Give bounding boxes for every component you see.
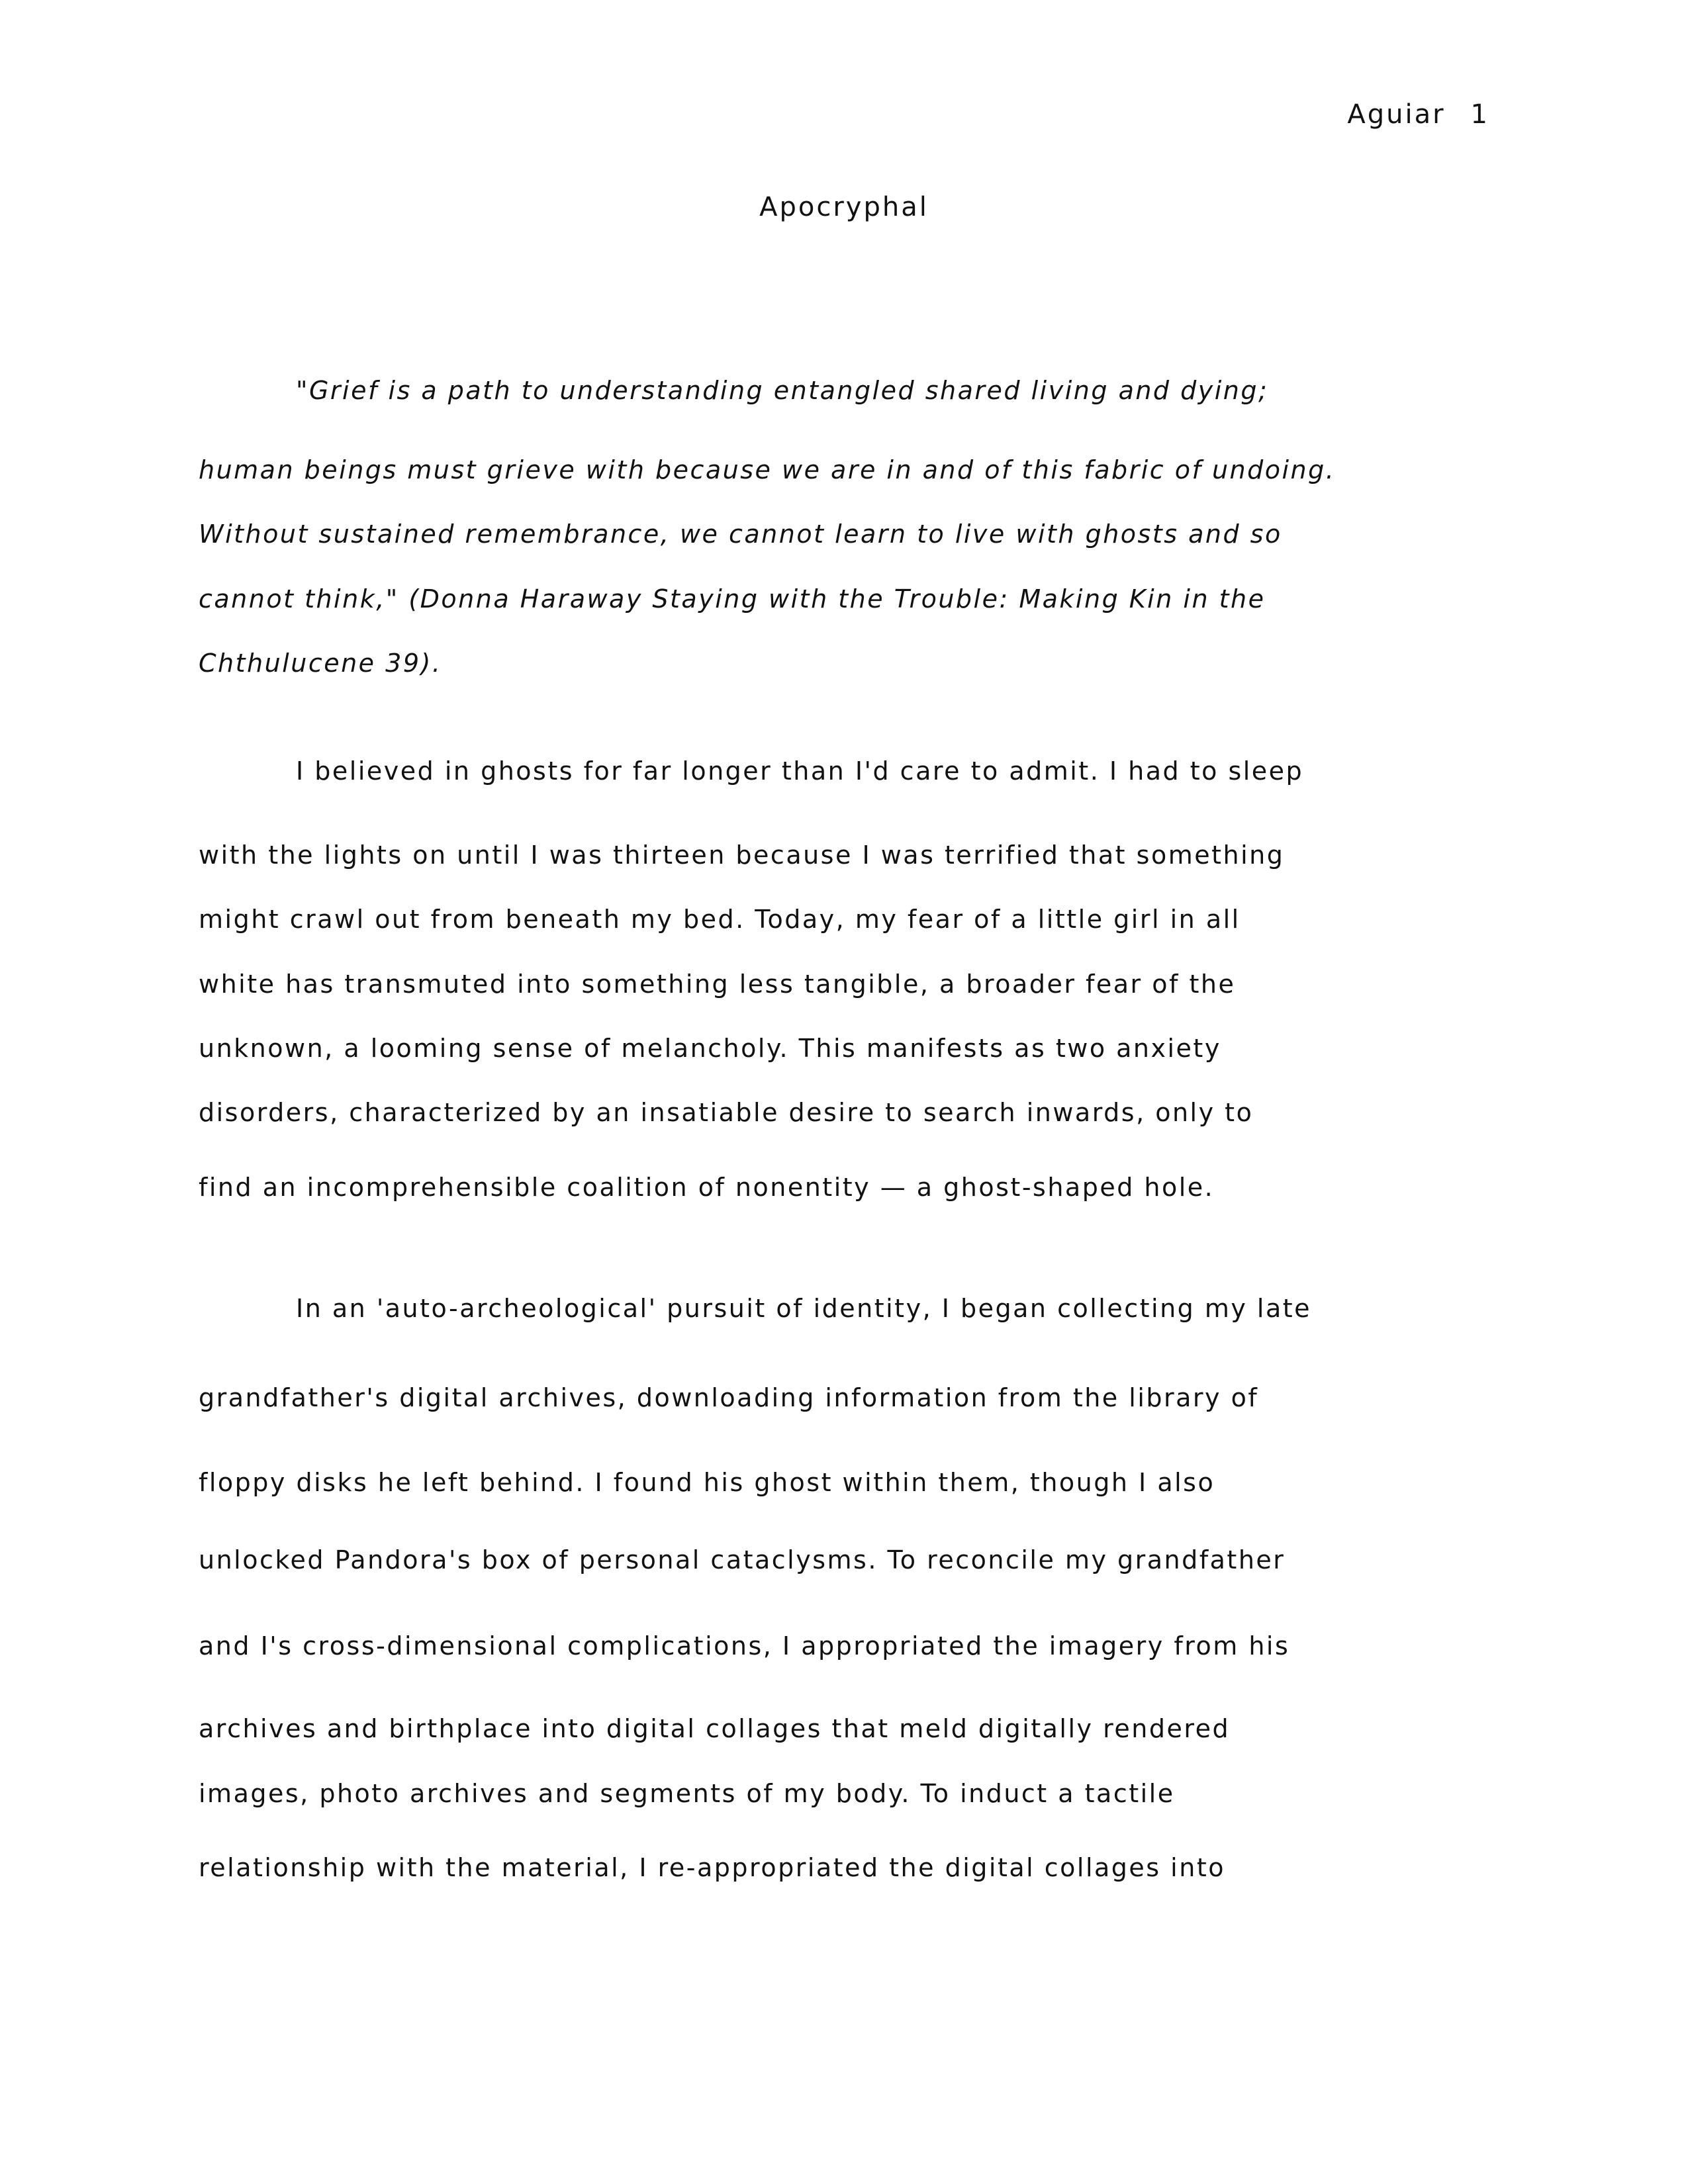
- paragraph-line: archives and birthplace into digital collages that meld digitally rendered: [199, 1714, 1231, 1743]
- paragraph-line: white has transmuted into something less tangible, a broader fear of the: [199, 970, 1236, 999]
- paragraph-line: grandfather's digital archives, downloading information from the library of: [199, 1383, 1259, 1412]
- header-author: Aguiar: [1347, 99, 1446, 130]
- paragraph-line: floppy disks he left behind. I found his ghost within them, though I also: [199, 1468, 1215, 1497]
- epigraph-line: cannot think," (Donna Haraway Staying with the Trouble: Making Kin in the: [199, 584, 1266, 614]
- paragraph-line: might crawl out from beneath my bed. Today, my fear of a little girl in all: [199, 905, 1241, 934]
- paragraph-line: I believed in ghosts for far longer than I'd care to admit. I had to sleep: [296, 756, 1304, 786]
- epigraph-line: Chthulucene 39).: [199, 649, 442, 678]
- epigraph-line: Without sustained remembrance, we cannot learn to live with ghosts and so: [199, 520, 1282, 549]
- paragraph-line: relationship with the material, I re-appropriated the digital collages into: [199, 1853, 1225, 1882]
- paragraph-line: images, photo archives and segments of my body. To induct a tactile: [199, 1779, 1175, 1808]
- paragraph-line: find an incomprehensible coalition of nonentity — a ghost-shaped hole.: [199, 1173, 1215, 1202]
- document-title: Apocryphal: [759, 192, 929, 222]
- epigraph-line: human beings must grieve with because we are in and of this fabric of undoing.: [199, 455, 1336, 484]
- paragraph-line: unknown, a looming sense of melancholy. This manifests as two anxiety: [199, 1034, 1221, 1063]
- paragraph-line: unlocked Pandora's box of personal cataclysms. To reconcile my grandfather: [199, 1545, 1286, 1574]
- paragraph-line: and I's cross-dimensional complications, I appropriated the imagery from his: [199, 1631, 1290, 1661]
- running-header: [1347, 99, 1489, 130]
- header-page-number: 1: [1470, 99, 1489, 130]
- paragraph-line: disorders, characterized by an insatiable desire to search inwards, only to: [199, 1098, 1254, 1127]
- epigraph-line: "Grief is a path to understanding entangled shared living and dying;: [296, 376, 1269, 405]
- paragraph-line: with the lights on until I was thirteen because I was terrified that something: [199, 841, 1285, 870]
- paragraph-line: In an 'auto-archeological' pursuit of identity, I began collecting my late: [296, 1294, 1312, 1323]
